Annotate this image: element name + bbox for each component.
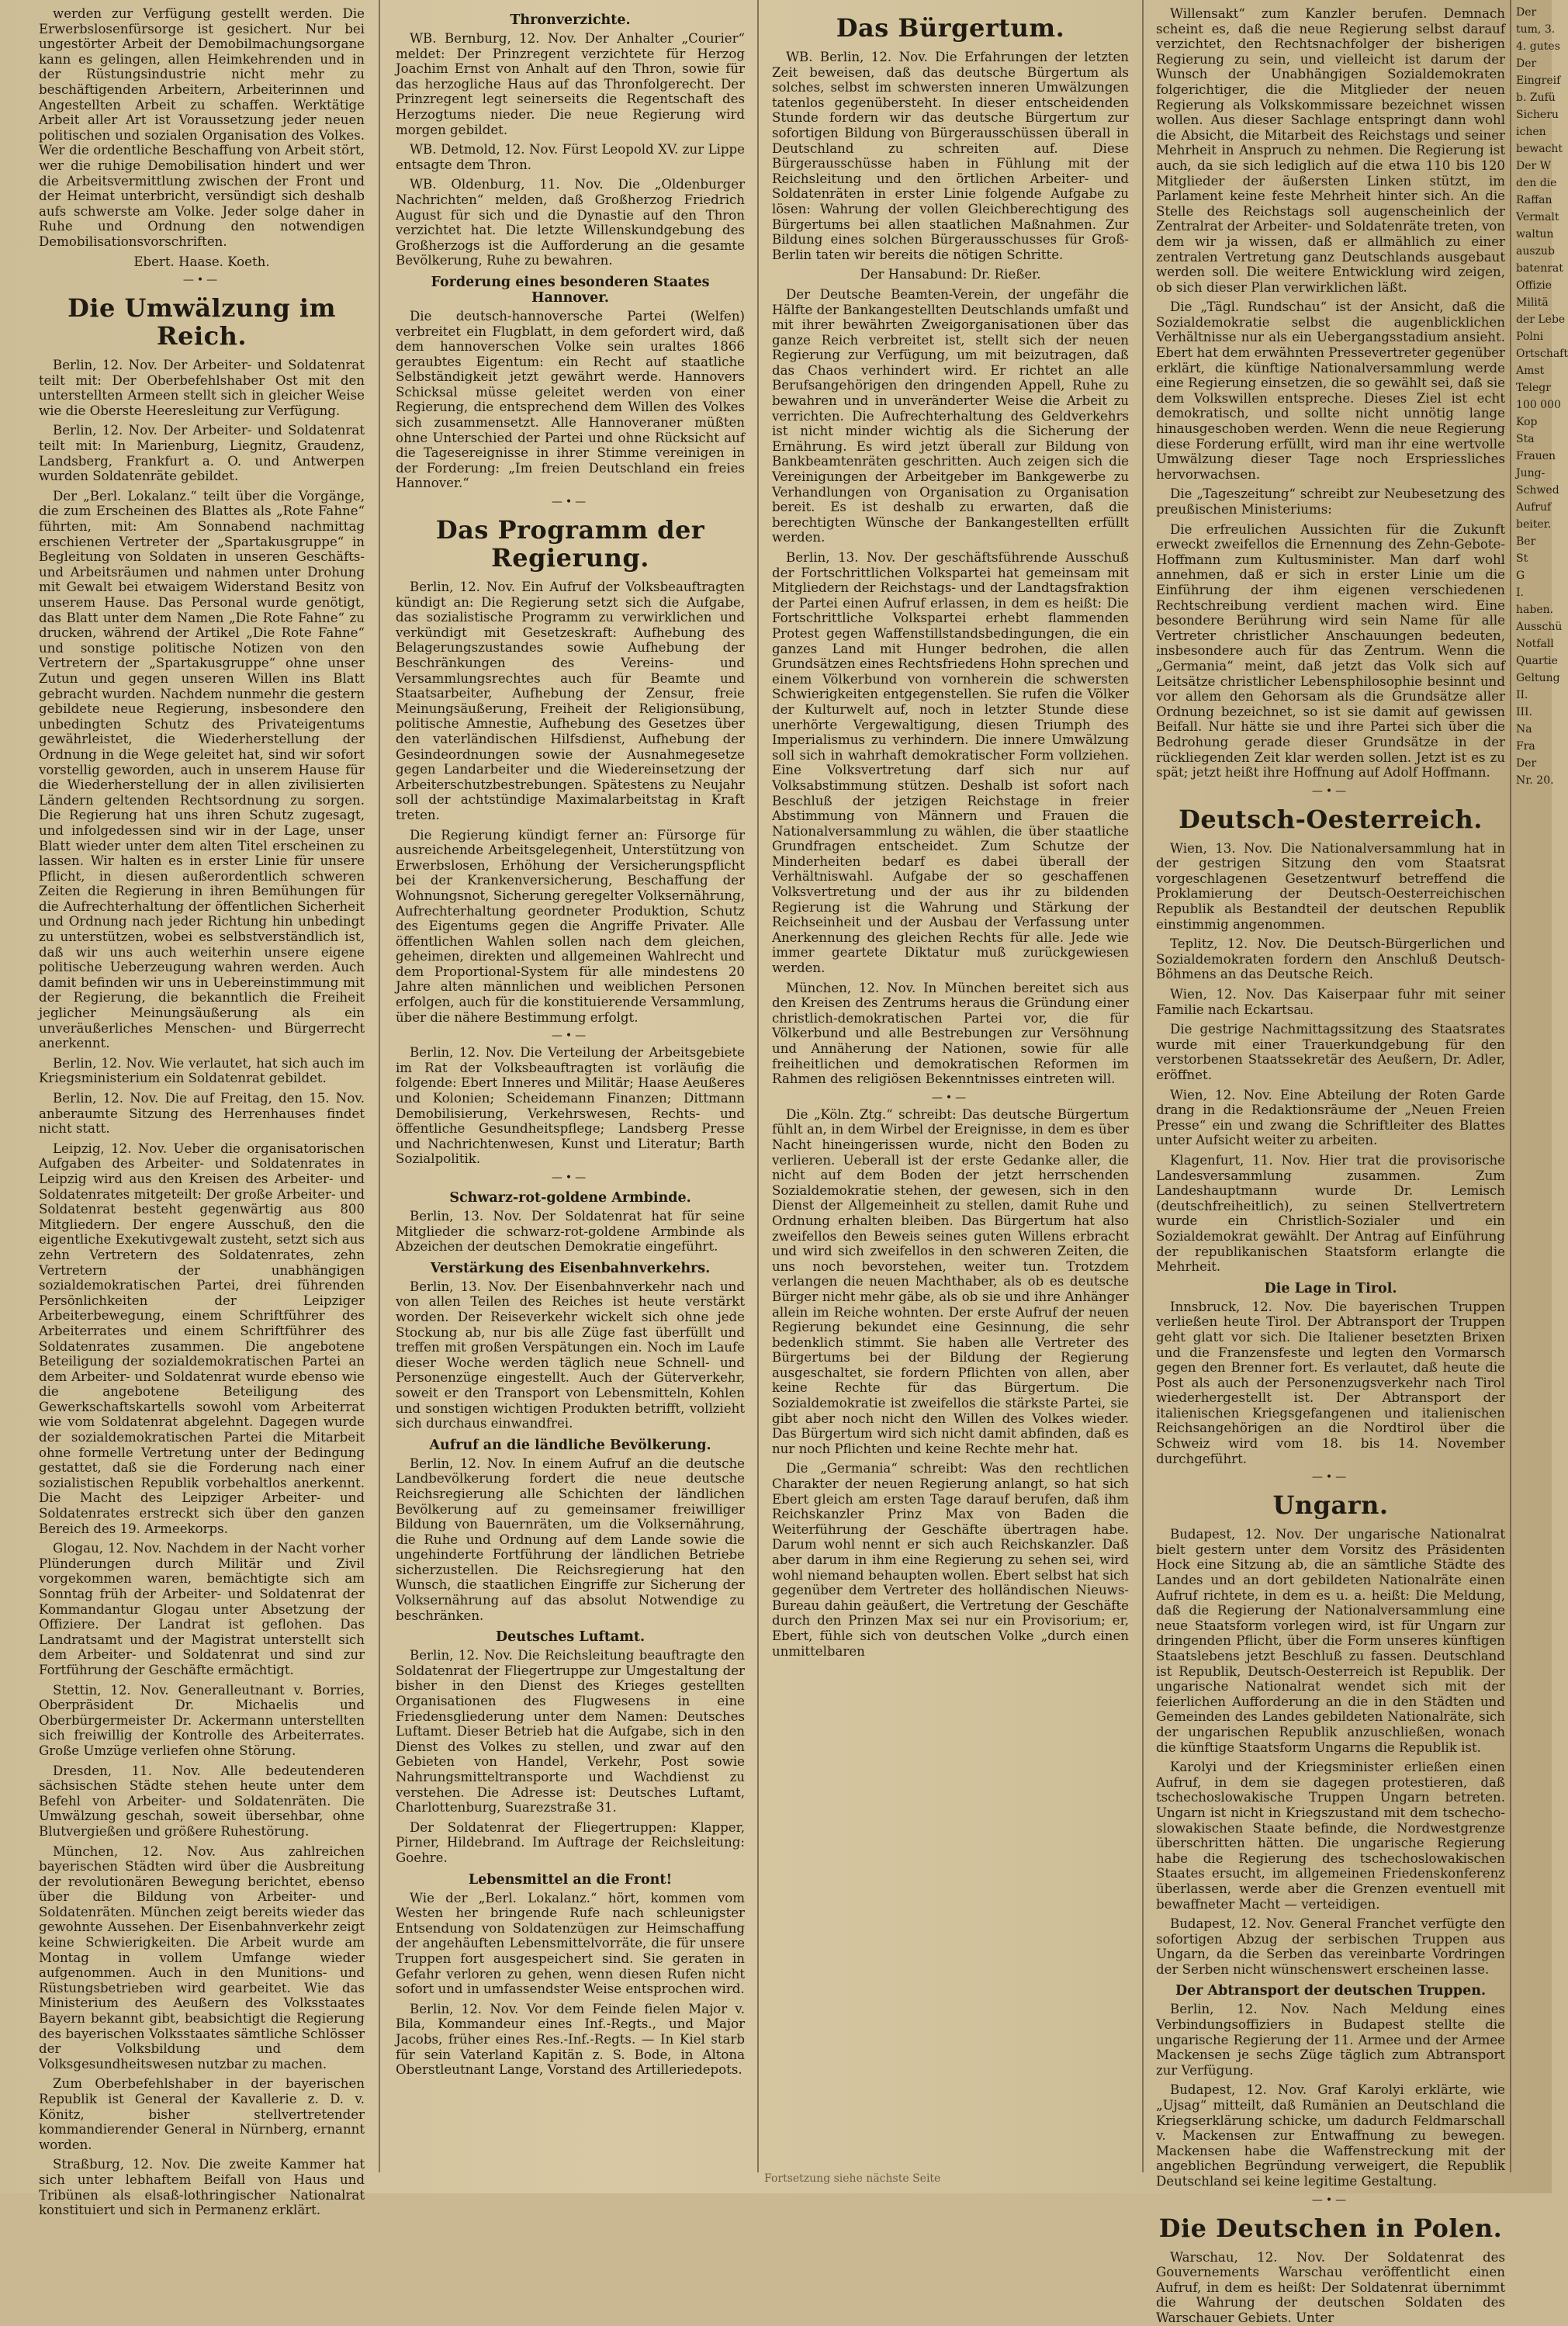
article-paragraph: Berlin, 13. Nov. Der Soldatenrat hat für seine Mitglieder die schwarz-rot-goldene Armbinde als Abzeichen der deutschen Demokratie eingeführt. xyxy=(396,1209,745,1255)
article-paragraph: Die „Tägl. Rundschau“ ist der Ansicht, daß die Sozialdemokratie selbst die augenblicklichen Verhältnisse nur als ein Uebergangsstadium ansieht. Ebert hat dem erwähnten Pressevertreter gegenüber erklärt, die künftige Nationalversammlung werde eine Regierung einsetzen, die so gewählt sei, daß sie dem Volkswillen entspreche. Dieses Ziel ist echt demokratisch, und sollte nicht unnötig lange hinausgeschoben werden. Wenn die neue Regierung diese Forderung erfüllt, wird man ihr eine wertvolle Umwälzung dieser Tage noch Erspriessliches hervorwachsen. xyxy=(1156,299,1505,482)
section-subheading: Verstärkung des Eisenbahnverkehrs. xyxy=(430,1260,711,1276)
section-subheading: Der Abtransport der deutschen Truppen. xyxy=(1175,1983,1487,1999)
article-paragraph: tum, 3. xyxy=(1516,23,1556,36)
article-paragraph: Berlin, 12. Nov. Vor dem Feinde fielen Major v. Bila, Kommandeur eines Inf.-Regts., und Major Jacobs, früher eines Res.-Inf.-Regts. — In Kiel starb für sein Vaterland Kapitän z. S. Bode, in Altona Oberstleutnant Lange, Vorstand des Artilleriedepots. xyxy=(396,2001,745,2078)
article-paragraph: Teplitz, 12. Nov. Die Deutsch-Bürgerlichen und Sozialdemokraten fordern den Anschluß Deutsch-Böhmens an das Deutsche Reich. xyxy=(1156,936,1505,982)
article-paragraph: werden zur Verfügung gestellt werden. Die Erwerbslosenfürsorge ist gesichert. Nur bei ungestörter Arbeit der Demobilmachungsorgane kann es gelingen, allen Heimkehrenden und in der Rüstungsindustrie nicht mehr zu beschäftigenden Arbeitern, Arbeiterinnen und Angestellten Arbeit zu schaffen. Werktätige Arbeit aller Art ist Voraussetzung jeder neuen politischen und sozialen Organisation des Volkes. Wer die ordentliche Beschaffung von Arbeit stört, wer die ruhige Demobilisation hindert und wer die Arbeitsvermittlung zwischen der Front und der Heimat unterbricht, versündigt sich deshalb aufs schwerste am Volke. Jeder solge daher in Ruhe und Ordnung den notwendigen Demobilisationsvorschriften. xyxy=(39,6,365,249)
article-paragraph: Der xyxy=(1516,57,1537,70)
column-4 xyxy=(1148,6,1513,2325)
separator-ornament: —•— xyxy=(182,274,221,287)
article-paragraph: Telegr xyxy=(1516,382,1551,394)
article-paragraph: Nr. 20. xyxy=(1516,774,1554,787)
article-paragraph: batenrat xyxy=(1516,262,1563,275)
article-paragraph: Berlin, 12. Nov. Wie verlautet, hat sich auch im Kriegsministerium ein Soldatenrat gebildet. xyxy=(39,1055,365,1086)
article-paragraph: Geltung xyxy=(1516,672,1560,684)
article-paragraph: Stettin, 12. Nov. Generalleutnant v. Borries, Oberpräsident Dr. Michaelis und Oberbürgermeister Dr. Ackermann unterstellten sich freiwillig der Kontrolle des Arbeiterrates. Große Umzüge verliefen ohne Störung. xyxy=(39,1682,365,1758)
separator-ornament: —•— xyxy=(551,1172,590,1184)
article-paragraph: Willensakt“ zum Kanzler berufen. Demnach scheint es, daß die neue Regierung selbst darauf verzichtet, den Rechtsnachfolger der bisherigen Regierung zu sein, und vielleicht ist darum der Wunsch der Unabhängigen Sozialdemokraten folgerichtiger, die die Mitglieder der neuen Regierung als Volkskommissare bezeichnet wissen wollen. Aus dieser Sachlage entspringt dann wohl die Absicht, die Mitarbeit des Reichstags und seiner Mehrheit in Anspruch zu nehmen. Die Regierung ist auch, da sie sich lediglich auf die etwa 110 bis 120 Mitglieder der äußersten Linken stützt, im Parlament keine feste Mehrheit hinter sich. An die Stelle des Reichstags soll augenscheinlich der Zentralrat der Arbeiter- und Soldatenräte treten, von dem wir ja wissen, daß er allmählich zu einer zentralen Vertretung ganz Deutschlands ausgebaut werden soll. Die weitere Entwicklung wird zeigen, ob sich dieser Plan verwirklichen läßt. xyxy=(1156,6,1505,295)
article-paragraph: Zum Oberbefehlshaber in der bayerischen Republik ist General der Kavallerie z. D. v. Könitz, bisher stellvertretender kommandierender General in Nürnberg, ernannt worden. xyxy=(39,2076,365,2152)
article-paragraph: Jung- xyxy=(1516,467,1546,479)
article-paragraph: Berlin, 12. Nov. Nach Meldung eines Verbindungsoffiziers in Budapest stellte die ungarische Regierung der 11. Armee und der Armee Mackensen je sechs Züge täglich zum Abtransport zur Verfügung. xyxy=(1156,2002,1505,2078)
article-paragraph: Dresden, 11. Nov. Alle bedeutenderen sächsischen Städte stehen heute unter dem Befehl von Arbeiter- und Soldatenräten. Die Umwälzung geschah, soweit übersehbar, ohne Blutvergießen und größere Ruhestörung. xyxy=(39,1763,365,1839)
article-paragraph: Berlin, 12. Nov. Der Arbeiter- und Soldatenrat teilt mit: Der Oberbefehlshaber Ost mit den unterstellten Armeen stellt sich in gleicher Weise wie die Oberste Heeresleitung zur Verfügung. xyxy=(39,358,365,418)
article-paragraph: Budapest, 12. Nov. Der ungarische Nationalrat bielt gestern unter dem Vorsitz des Präsidenten Hock eine Sitzung ab, die an sämtliche Städte des Landes und an dort gebildeten Nationalräte einen Aufruf richtete, in dem es u. a. heißt: Die Meldung, daß die Regierung der Nationalversammlung eine neue Staatsform vorlegen wird, ist für Ungarn zur dringenden Pflicht, über die Form unseres künftigen Staatslebens jetzt Beschluß zu fassen. Deutschland ist Republik, Deutsch-Oesterreich ist Republik. Der ungarische Nationalrat wendet sich mit der feierlichen Aufforderung an die in den Städten und Gemeinden des Landes gebildeten Nationalräte, sich der ungarischen Republik anzuschließen, wonach die künftige Staatsform Ungarns die Republik ist. xyxy=(1156,1527,1505,1755)
article-paragraph: Die deutsch-hannoversche Partei (Welfen) verbreitet ein Flugblatt, in dem gefordert wird, daß dem hannoverschen Volke sein uraltes 1866 geraubtes Eigentum: ein Recht auf staatliche Selbständigkeit jetzt gewährt werde. Hannovers Schicksal müsse geleitet werden von einer Regierung, die entsprechend dem Willen des Volkes sich zusammensetzt. Alle Hannoveraner müßten ohne Unterschied der Partei und ohne Rücksicht auf die Tagesereignisse in ihrer Stimme vereinigen in der Forderung: „Im freien Deutschland ein freies Hannover.“ xyxy=(396,308,745,491)
article-paragraph: Glogau, 12. Nov. Nachdem in der Nacht vorher Plünderungen durch Militär und Zivil vorgekommen waren, bemächtigte sich am Sonntag früh der Arbeiter- und Soldatenrat der Kommandantur Glogau unter Absetzung der Offiziere. Der Landrat ist geflohen. Das Landratsamt und der Magistrat unterstellt sich dem Arbeiter- und Soldatenrat und sind zur Fortführung der Geschäfte ermächtigt. xyxy=(39,1541,365,1677)
column-3 xyxy=(764,6,1137,2163)
article-paragraph: Amst xyxy=(1516,365,1545,377)
article-paragraph: Warschau, 12. Nov. Der Soldatenrat des Gouvernements Warschau veröffentlicht einen Aufruf, in dem es heißt: Der Soldatenrat übernimmt die Wahrung der deutschen Soldaten des Warschauer Gebiets. Unter xyxy=(1156,2249,1505,2325)
article-paragraph: St xyxy=(1516,552,1528,565)
column-5-cropped xyxy=(1514,6,1568,2163)
article-paragraph: Eingreif xyxy=(1516,74,1561,87)
article-paragraph: Ortschaft xyxy=(1516,348,1568,360)
signature-line: Der Hansabund: Dr. Rießer. xyxy=(860,267,1041,282)
article-paragraph: WB. Berlin, 12. Nov. Die Erfahrungen der letzten Zeit beweisen, daß das deutsche Bürgertum als solches, selbst im schwersten inneren Umwälzungen tatenlos gegenübersteht. In dieser entscheidenden Stunde fordern wir das deutsche Bürgertum zur sofortigen Bildung von Bürgerausschüssen überall in Deutschland zu schreiten auf. Diese Bürgerausschüsse haben in Fühlung mit der Reichsleitung und den örtlichen Arbeiter- und Soldatenräten in erster Linie folgende Aufgabe zu lösen: Wahrung der vollen Gleichberechtigung des Bürgertums bei allen staatlichen Maßnahmen. Zur Bildung eines solchen Bürgerausschusses für Groß-Berlin taten wir bereits die nötigen Schritte. xyxy=(772,50,1129,262)
article-paragraph: Leipzig, 12. Nov. Ueber die organisatorischen Aufgaben des Arbeiter- und Soldatenrates in Leipzig wird aus den Kreisen des Arbeiter- und Soldatenrates mitgeteilt: Der große Arbeiter- und Soldatenrat besteht gegenwärtig aus 800 Mitgliedern. Der engere Ausschuß, den die eigentliche Exekutivgewalt zusteht, setzt sich aus zehn Vertretern des Soldatenrates, zehn Vertretern der unabhängigen sozialdemokratischen Partei, drei führenden Persönlichkeiten der Leipziger Arbeiterbewegung, einem Schriftführer des Arbeiterrates und einem Schriftführer des Soldatenrates zusammen. Die angebotene Beteiligung der sozialdemokratischen Partei an dem Arbeiter- und Soldatenrat wurde ebenso wie die angebotene Beteiligung des Gewerkschaftskartells sowohl vom Arbeiterrat wie vom Soldatenrat abgelehnt. Dagegen wurde der sozialdemokratischen Partei die Mitarbeit ohne formelle Vertretung unter der Bedingung gestattet, daß sie die Forderung nach einer sozialistischen Republik vorbehaltlos anerkennt. Die Macht des Leipziger Arbeiter- und Soldatenrates erstreckt sich über den ganzen Bereich des 19. Armeekorps. xyxy=(39,1141,365,1536)
section-subheading: Thronverzichte. xyxy=(510,12,631,28)
article-paragraph: Frauen xyxy=(1516,450,1556,462)
article-paragraph: Die „Köln. Ztg.“ schreibt: Das deutsche Bürgertum fühlt an, in dem Wirbel der Ereignisse, in dem es über Nacht hineingerissen wurde, nicht den Boden zu verlieren. Ueberall ist der erste Gedanke aller, die nicht auf dem Boden der jetzt herrschenden Sozialdemokratie stehen, der gewesen, sich in den Dienst der Allgemeinheit zu stellen, damit Ruhe und Ordnung erhalten bleiben. Das Bürgertum hat also zweifellos den Beweis seines guten Willens erbracht und wird sich zweifellos in den schweren Zeiten, die uns noch bevorstehen, weiter tun. Trotzdem verlangen die neuen Machthaber, als ob es deutsche Bürger nicht mehr gäbe, als ob sie und ihre Anhänger allein im Reiche wohnten. Der erste Aufruf der neuen Regierung bekundet eine Gesinnung, die sehr bedenklich stimmt. Sie haben alle Vertreter des Bürgertums bei der Bildung der Regierung ausgeschaltet, sie fordern Pflichten von allen, aber keine Rechte für das Bürgertum. Die Sozialdemokratie ist zweifellos die stärkste Partei, sie gibt aber noch nicht den Willen des Volkes wieder. Das Bürgertum wird sich nicht damit abfinden, daß es nur noch Pflichten und keine Rechte mehr hat. xyxy=(772,1106,1129,1456)
article-paragraph: Kop xyxy=(1516,416,1538,428)
article-paragraph: Schwed xyxy=(1516,484,1559,497)
article-paragraph: München, 12. Nov. Aus zahlreichen bayerischen Städten wird über die Ausbreitung der revolutionären Bewegung berichtet, ebenso über die Bildung von Arbeiter- und Soldatenräten. München zeigt bereits wieder das gewohnte Aussehen. Der Eisenbahnverkehr zeigt keine Schwierigkeiten. Die Arbeit wurde am Montag in vollem Umfange wieder aufgenommen. Auch in den Munitions- und Rüstungsbetrieben wird gearbeitet. Wie das Ministerium des Aeußern des Volksstaates Bayern bekannt gibt, beabsichtigt die Regierung des bayerischen Volksstaates sämtliche Schlösser der Volksbildung und dem Volksgesundheitswesen nutzbar zu machen. xyxy=(39,1843,365,2072)
article-paragraph: Innsbruck, 12. Nov. Die bayerischen Truppen verließen heute Tirol. Der Abtransport der Truppen geht glatt vor sich. Die Italiener besetzten Brixen und die Franzensfeste und legten den Vormarsch gegen den Brenner fort. Es verlautet, daß heute die Post als auch der Personenzugsverkehr nach Tirol wiederhergestellt ist. Der Abtransport der italienischen Kriegsgefangenen und italienischen Reichsangehörigen an die Nordtirol über die Schweiz wird vom 18. bis 14. November durchgeführt. xyxy=(1156,1299,1505,1466)
signature-line: Ebert. Haase. Koeth. xyxy=(133,254,270,269)
column-rule xyxy=(1142,0,1144,2172)
article-paragraph: auszub xyxy=(1516,245,1555,258)
article-paragraph: Wien, 13. Nov. Die Nationalversammlung hat in der gestrigen Sitzung den vom Staatsrat vorgeschlagenen Gesetzentwurf betreffend die Proklamierung der Deutsch-Oesterreichischen Republik als Bestandteil der deutschen Republik einstimmig angenommen. xyxy=(1156,840,1505,932)
article-headline: Das Programm der Regierung. xyxy=(435,515,705,573)
article-paragraph: b. Zufü xyxy=(1516,92,1556,104)
article-paragraph: Aufruf xyxy=(1516,501,1552,514)
article-paragraph: Notfall xyxy=(1516,638,1554,650)
article-paragraph: Na xyxy=(1516,723,1532,736)
article-paragraph: Budapest, 12. Nov. Graf Karolyi erklärte, wie „Ujsag“ mitteilt, daß Rumänien an Deutschland die Kriegserklärung schicke, um dadurch Feldmarschall v. Mackensen zur Entwaffnung zu bewegen. Mackensen habe die Waffenstreckung mit der angeblichen Begründung verweigert, die Republik Deutschland sei keine legitime Gestaltung. xyxy=(1156,2082,1505,2189)
article-paragraph: Karolyi und der Kriegsminister erließen einen Aufruf, in dem sie dagegen protestieren, daß tschechoslowakische Truppen Ungarn betreten. Ungarn ist nicht in Kriegszustand mit dem tschecho-slowakischen Staate befinde, die Nordwestgrenze überschritten hätten. Die ungarische Regierung habe die Regierung des tschechoslowakischen Staates ersucht, im allgemeinen Friedenskonferenz überlassen, werde aber die Grenzen eventuell mit bewaffneter Macht — verteidigen. xyxy=(1156,1760,1505,1912)
article-paragraph: Die gestrige Nachmittagssitzung des Staatsrates wurde mit einer Trauerkundgebung für den verstorbenen Staatssekretär des Aeußern, Dr. Adler, eröffnet. xyxy=(1156,1022,1505,1082)
section-subheading: Forderung eines besonderen Staates Hannover. xyxy=(431,274,710,306)
article-paragraph: Der xyxy=(1516,6,1537,19)
article-paragraph: Berlin, 13. Nov. Der Eisenbahnverkehr nach und von allen Teilen des Reiches ist heute verstärkt worden. Der Reiseverkehr wickelt sich ohne jede Stockung ab, nur bis alle Züge fast überfüllt und treffen mit großen Verspätungen ein. Noch im Laufe dieser Woche werden täglich neue Schnell- und Personenzüge eingestellt. Auch der Güterverkehr, soweit er den Transport von Lebensmitteln, Kohlen und sonstigen wichtigen Produkten betrifft, vollzieht sich durchaus einwandfrei. xyxy=(396,1279,745,1431)
article-paragraph: Die „Tageszeitung“ schreibt zur Neubesetzung des preußischen Ministeriums: xyxy=(1156,486,1505,517)
article-paragraph: 4. gutes xyxy=(1516,40,1560,53)
article-paragraph: Ber xyxy=(1516,535,1536,548)
article-paragraph: München, 12. Nov. In München bereitet sich aus den Kreisen des Zentrums heraus die Gründung einer christlich-demokratischen Partei vor, die für Völkerbund und alle Bestrebungen zur Versöhnung und Annäherung der Nationen, sowie für alle freiheitlichen und demokratischen Reformen im Rahmen des religiösen Bekenntnisses eintreten will. xyxy=(772,980,1129,1087)
article-paragraph: Vermalt xyxy=(1516,211,1559,223)
article-paragraph: Wien, 12. Nov. Eine Abteilung der Roten Garde drang in die Redaktionsräume der „Neuen Freien Presse“ ein und zwang die Schriftleiter des Blattes unter Aufsicht weiter zu arbeiten. xyxy=(1156,1087,1505,1148)
article-paragraph: Fra xyxy=(1516,740,1535,753)
article-paragraph: den die xyxy=(1516,177,1557,189)
article-paragraph: Der „Berl. Lokalanz.“ teilt über die Vorgänge, die zum Erscheinen des Blattes als „Rote Fahne“ führten, mit: Am Sonnabend nachmittag erschienen Vertreter der „Spartakusgruppe“ in Begleitung von Soldaten in unseren Geschäfts- und Arbeitsräumen und nahmen unter Drohung mit Gewalt bei etwaigem Widerstand Besitz von unserem Hause. Das Personal wurde genötigt, das Blatt unter dem Namen „Die Rote Fahne“ zu drucken, während der Artikel „Die Rote Fahne“ und sonstige politische Notizen von den Vertretern der „Spartakusgruppe“ ohne unser Zutun und gegen unseren Willen ins Blatt gebracht wurden. Nachdem nunmehr die gestern gebildete neue Regierung, insbesondere den unbedingten Schutz des Privateigentums gewährleistet, die Wiederherstellung der Ordnung in die Wege geleitet hat, sind wir sofort vorstellig geworden, auch in unserem Hause für die Wiederherstellung der in allen zivilisierten Ländern geltenden Rechtsordnung zu sorgen. Die Regierung hat uns ihren Schutz zugesagt, und infolgedessen sind wir in der Lage, unser Blatt wieder unter dem alten Titel erscheinen zu lassen. Wir halten es in erster Linie für unsere Pflicht, in diesen außerordentlich schweren Zeiten die Regierung in ihren Bemühungen für die Aufrechterhaltung der öffentlichen Sicherheit und Ordnung nach jeder Richtung hin unbedingt zu unterstützen, wobei es selbstverständlich ist, daß wir uns auch weiterhin unsere eigene politische Ueberzeugung wahren werden. Auch damit befinden wir uns in Uebereinstimmung mit der Regierung, die bekanntlich die Freiheit jeglicher Meinungsäußerung als ein unveräußerliches Menschen- und Bürgerrecht anerkennt. xyxy=(39,488,365,1051)
article-headline: Das Bürgertum. xyxy=(836,13,1065,43)
separator-ornament: —•— xyxy=(1311,1471,1350,1484)
article-paragraph: Polni xyxy=(1516,331,1544,343)
article-paragraph: Der xyxy=(1516,757,1537,770)
article-paragraph: III. xyxy=(1516,706,1533,718)
separator-ornament: —•— xyxy=(1311,2193,1350,2207)
article-paragraph: I. xyxy=(1516,587,1524,599)
page-footer: Fortsetzung siehe nächste Seite xyxy=(764,2172,941,2185)
article-headline: Deutsch-Oesterreich. xyxy=(1179,804,1483,834)
article-paragraph: II. xyxy=(1516,689,1528,701)
column-rule xyxy=(757,0,759,2172)
article-paragraph: Sta xyxy=(1516,433,1535,445)
article-paragraph: Berlin, 12. Nov. In einem Aufruf an die deutsche Landbevölkerung fordert die neue deutsche Reichsregierung alle Schichten der ländlichen Bevölkerung auf zu gemeinsamer freiwilliger Bildung von Bauernräten, um die Volksernährung, die Ruhe und Ordnung auf dem Lande sowie die ungehinderte Fortführung der ländlichen Betriebe sicherzustellen. Die Reichsregierung hat den Wunsch, die staatlichen Eingriffe zur Sicherung der Volksernährung auf das absolut Notwendige zu beschränken. xyxy=(396,1455,745,1623)
article-paragraph: Sicheru xyxy=(1516,109,1559,121)
separator-ornament: —•— xyxy=(551,496,590,509)
article-paragraph: WB. Bernburg, 12. Nov. Der Anhalter „Courier“ meldet: Der Prinzregent verzichtete für Herzog Joachim Ernst von Anhalt auf den Thron, sowie für das herzogliche Haus auf das Thronfolgerecht. Der Prinzregent legt seinerseits die Regentschaft des Herzogtums nieder. Die neue Regierung wird morgen gebildet. xyxy=(396,31,745,137)
section-subheading: Deutsches Luftamt. xyxy=(495,1629,646,1646)
article-paragraph: waltun xyxy=(1516,228,1554,241)
article-paragraph: Budapest, 12. Nov. General Franchet verfügte den sofortigen Abzug der serbischen Truppen aus Ungarn, da die Serben das vereinbarte Vordringen der Serben nicht wünschenswert erscheinen lasse. xyxy=(1156,1916,1505,1977)
article-paragraph: Wie der „Berl. Lokalanz.“ hört, kommen vom Westen her bringende Rufe nach schleunigster Entsendung von Soldatenzügen zur Heimschaffung der angehäuften Lebensmittelvorräte, die für unsere Truppen fort ausgespeichert sind. Sie geraten in Gefahr verloren zu gehen, wenn diesen Rufen nicht sofort und in umfassendster Weise entsprochen wird. xyxy=(396,1890,745,1997)
article-paragraph: Der Soldatenrat der Fliegertruppen: Klapper, Pirner, Hildebrand. Im Auftrage der Reichsleitung: Goehre. xyxy=(396,1819,745,1865)
article-paragraph: der Lebe xyxy=(1516,313,1566,326)
article-paragraph: Quartie xyxy=(1516,655,1558,667)
article-paragraph: Militä xyxy=(1516,296,1549,309)
section-subheading: Schwarz-rot-goldene Armbinde. xyxy=(449,1190,691,1206)
column-1 xyxy=(31,6,372,2218)
article-paragraph: Straßburg, 12. Nov. Die zweite Kammer hat sich unter lebhaftem Beifall von Haus und Tribünen als elsaß-lothringischer Nationalrat konstituiert und sich in Permanenz erklärt. xyxy=(39,2157,365,2218)
article-headline: Die Umwälzung im Reich. xyxy=(67,293,336,351)
article-paragraph: Wien, 12. Nov. Das Kaiserpaar fuhr mit seiner Familie nach Eckartsau. xyxy=(1156,987,1505,1017)
article-paragraph: Berlin, 13. Nov. Der geschäftsführende Ausschuß der Fortschrittlichen Volkspartei hat gemeinsam mit Mitgliedern der Reichstags- und der Landtagsfraktion der Partei einen Aufruf erlassen, in dem es heißt: Die Fortschrittliche Volkspartei erhebt flammenden Protest gegen Waffenstillstandsbedingungen, die ein ganzes Land mit Hunger bedrohen, die allen Grundsätzen eines Rechtsfriedens Hohn sprechen und einem Völkerbund von vornherein die schwersten Schwierigkeiten entgegenstellen. Sie rufen die Völker der Kulturwelt auf, noch in letzter Stunde diese unerhörte Vergewaltigung, diesen Triumph des Imperialismus zu verhindern. Die innere Umwälzung soll sich in wahrhaft demokratischer Form vollziehen. Eine Volksvertretung darf sich nur auf Volksabstimmung stützen. Deshalb ist sofort nach Beschluß der jetzigen Reichstage in freier Abstimmung von Männern und Frauen die Nationalversammlung zu wählen, die über staatliche Grundfragen entscheidet. Zum Schutze der Minderheiten bedarf es dabei überall der Verhältniswahl. Aufgabe der so geschaffenen Volksvertretung und der aus ihr zu bildenden Regierung ist die Wahrung und Stärkung der Reichseinheit und der Ausbau der Verfassung unter Anerkennung des gleichen Rechts für alle. Jede wie immer geartete Diktatur muß zurückgewiesen werden. xyxy=(772,550,1129,976)
article-paragraph: ichen xyxy=(1516,126,1546,138)
article-paragraph: Der W xyxy=(1516,160,1552,172)
article-paragraph: WB. Detmold, 12. Nov. Fürst Leopold XV. zur Lippe entsagte dem Thron. xyxy=(396,142,745,172)
article-paragraph: Die „Germania“ schreibt: Was den rechtlichen Charakter der neuen Regierung anlangt, so hat sich Ebert gleich am ersten Tage darauf berufen, daß ihm Reichskanzler Prinz Max von Baden die Weiterführung der Geschäfte übertragen habe. Darum wohl nennt er sich auch Reichskanzler. Daß aber darum in ihm eine Regierung zu sehen sei, wird wohl niemand behaupten wollen. Ebert selbst hat sich gegenüber dem Vertreter des holländischen Nieuws-Bureau dahin geäußert, die Vertretung der Geschäfte durch den Prinzen Max sei nur ein Provisorium; er, Ebert, fühle sich von deutschen Volke „durch einen unmittelbaren xyxy=(772,1461,1129,1659)
article-paragraph: Ausschü xyxy=(1516,621,1563,633)
column-rule xyxy=(379,0,380,2172)
article-paragraph: WB. Oldenburg, 11. Nov. Die „Oldenburger Nachrichten“ melden, daß Großherzog Friedrich August für sich und die Dynastie auf den Thron verzichtet hat. Die letzte Willenskundgebung des Großherzogs ist die Aufforderung an die gesamte Bevölkerung, Ruhe zu bewahren. xyxy=(396,177,745,268)
article-paragraph: Berlin, 12. Nov. Die Verteilung der Arbeitsgebiete im Rat der Volksbeauftragten ist vorläufig die folgende: Ebert Inneres und Militär; Haase Aeußeres und Kolonien; Scheidemann Finanzen; Dittmann Demobilisierung, Verkehrswesen, Rechts- und öffentliche Gesundheitspflege; Landsberg Presse und Nachrichtenwesen, Kunst und Literatur; Barth Sozialpolitik. xyxy=(396,1045,745,1167)
article-paragraph: Der Deutsche Beamten-Verein, der ungefähr die Hälfte der Bankangestellten Deutschlands umfaßt und mit ihrer bewährten Zweigorganisationen über das ganze Reich verbreitet ist, stellt sich der neuen Regierung zur Verfügung, um mit beizutragen, daß das Chaos verhindert wird. Er richtet an alle Berufsangehörigen den dringenden Appell, Ruhe zu bewahren und in unveränderter Weise die Arbeit zu verrichten. Die Aufrechterhaltung des Geldverkehrs ist nicht minder wichtig als die Sicherung der Ernährung. Es wird jetzt überall zur Bildung von Bankbeamtenräten geschritten. Auch zeigen sich die Vereinigungen der Arbeitgeber im Bankgewerbe zu Verhandlungen von Organisation zu Organisation bereit. Es ist deshalb zu erwarten, daß die berechtigten Wünsche der Bankangestellten erfüllt werden. xyxy=(772,286,1129,545)
section-subheading: Lebensmittel an die Front! xyxy=(468,1871,673,1888)
section-subheading: Die Lage in Tirol. xyxy=(1264,1280,1397,1296)
article-paragraph: haben. xyxy=(1516,604,1554,616)
article-paragraph: Berlin, 12. Nov. Die auf Freitag, den 15. Nov. anberaumte Sitzung des Herrenhauses findet nicht statt. xyxy=(39,1091,365,1137)
column-2 xyxy=(388,6,753,2163)
article-paragraph: Berlin, 12. Nov. Die Reichsleitung beauftragte den Soldatenrat der Fliegertruppe zur Umgestaltung der bisher in den Dienst des Krieges gestellten Organisationen des Flugwesens in eine Friedensgliederung unter dem Namen: Deutsches Luftamt. Dieser Betrieb hat die Aufgabe, sich in den Dienst des Volkes zu stellen, und zwar auf den Gebieten von Handel, Verkehr, Post sowie Nahrungsmitteltransporte und Wachdienst zu verstehen. Die Adresse ist: Deutsches Luftamt, Charlottenburg, Suarezstraße 31. xyxy=(396,1648,745,1815)
separator-ornament: —•— xyxy=(1311,784,1350,798)
article-paragraph: Offizie xyxy=(1516,279,1552,292)
article-paragraph: Die Regierung kündigt ferner an: Fürsorge für ausreichende Arbeitsgelegenheit, Unterstützung von Erwerbslosen, Erhöhung der Versicherungspflicht bei der Krankenversicherung, Beschaffung der Wohnungsnot, Sicherung geregelter Volksernährung, Aufrechterhaltung geordneter Produktion, Schutz des Eigentums gegen die Angriffe Privater. Alle öffentlichen Wahlen sollen nach dem gleichen, geheimen, direkten und allgemeinen Wahlrecht und dem Proportional-System für alle mindestens 20 Jahre alten männlichen und weiblichen Personen erfolgen, auch für die konstituierende Versammlung, über die nähere Bestimmung erfolgt. xyxy=(396,827,745,1025)
article-paragraph: bewacht xyxy=(1516,143,1563,155)
article-paragraph: Raffan xyxy=(1516,194,1552,206)
section-subheading: Aufruf an die ländliche Bevölkerung. xyxy=(429,1437,711,1453)
separator-ornament: —•— xyxy=(551,1030,590,1043)
article-paragraph: Die erfreulichen Aussichten für die Zukunft erweckt zweifellos die Ernennung des Zehn-Gebote-Hoffmann zum Kultusminister. Man darf wohl annehmen, daß er sich in erster Linie um die Einführung der ihm eigenen verschiedenen Rechtschreibung verdient machen wird. Eine besondere Berührung wird sein Name für alle Vertreter christlicher Anschauungen bedeuten, insbesondere auch für das Zentrum. Wenn die „Germania“ meint, daß jetzt das Volk sich auf Leitsätze christlicher Lebensphilosophie besinnt und vor allem den Gehorsam als die Grundsätze aller Ordnung bezeichnet, so ist sie damit auf gewissen Beifall. Nur hätte sie und ihre Partei sich über die Bedrohung gerade dieser Grundsätze in der rückliegenden Zeit klar werden sollen. Jetzt ist es zu spät; jetzt heißt ihre Hoffnung auf Adolf Hoffmann. xyxy=(1156,521,1505,781)
article-headline: Die Deutschen in Polen. xyxy=(1158,2213,1503,2243)
article-paragraph: Berlin, 12. Nov. Ein Aufruf der Volksbeauftragten kündigt an: Die Regierung setzt sich die Aufgabe, das sozialistische Programm zu verwirklichen und verkündigt mit Gesetzeskraft: Aufhebung des Belagerungszustandes sowie Aufhebung der Beschränkungen des Vereins- und Versammlungsrechtes auch für Beamte und Staatsarbeiter, Aufhebung der Zensur, freie Meinungsäußerung, Freiheit der Religionsübung, politische Amnestie, Aufhebung des Gesetzes über den vaterländischen Hilfsdienst, Aufhebung der Gesindeordnungen sowie der Ausnahmegesetze gegen Landarbeiter und die Wiedereinsetzung der Arbeiterschutzbestrebungen. Spätestens zu Neujahr soll der achtstündige Maximalarbeitstag in Kraft treten. xyxy=(396,580,745,822)
article-paragraph: 100 000 xyxy=(1516,399,1561,411)
separator-ornament: —•— xyxy=(931,1091,970,1104)
article-paragraph: G xyxy=(1516,569,1525,582)
article-headline: Ungarn. xyxy=(1272,1490,1389,1521)
article-paragraph: Klagenfurt, 11. Nov. Hier trat die provisorische Landesversammlung zusammen. Zum Landeshauptmann wurde Dr. Lemisch (deutschfreiheitlich), zu seinen Stellvertretern wurde ein Christlich-Sozialer und ein Sozialdemokrat gewählt. Der Antrag auf Einführung der republikanischen Staatsform erlangte die Mehrheit. xyxy=(1156,1152,1505,1275)
article-paragraph: Berlin, 12. Nov. Der Arbeiter- und Soldatenrat teilt mit: In Marienburg, Liegnitz, Graudenz, Landsberg, Frankfurt a. O. und Antwerpen wurden Soldatenräte gebildet. xyxy=(39,423,365,484)
article-paragraph: beiter. xyxy=(1516,518,1552,531)
